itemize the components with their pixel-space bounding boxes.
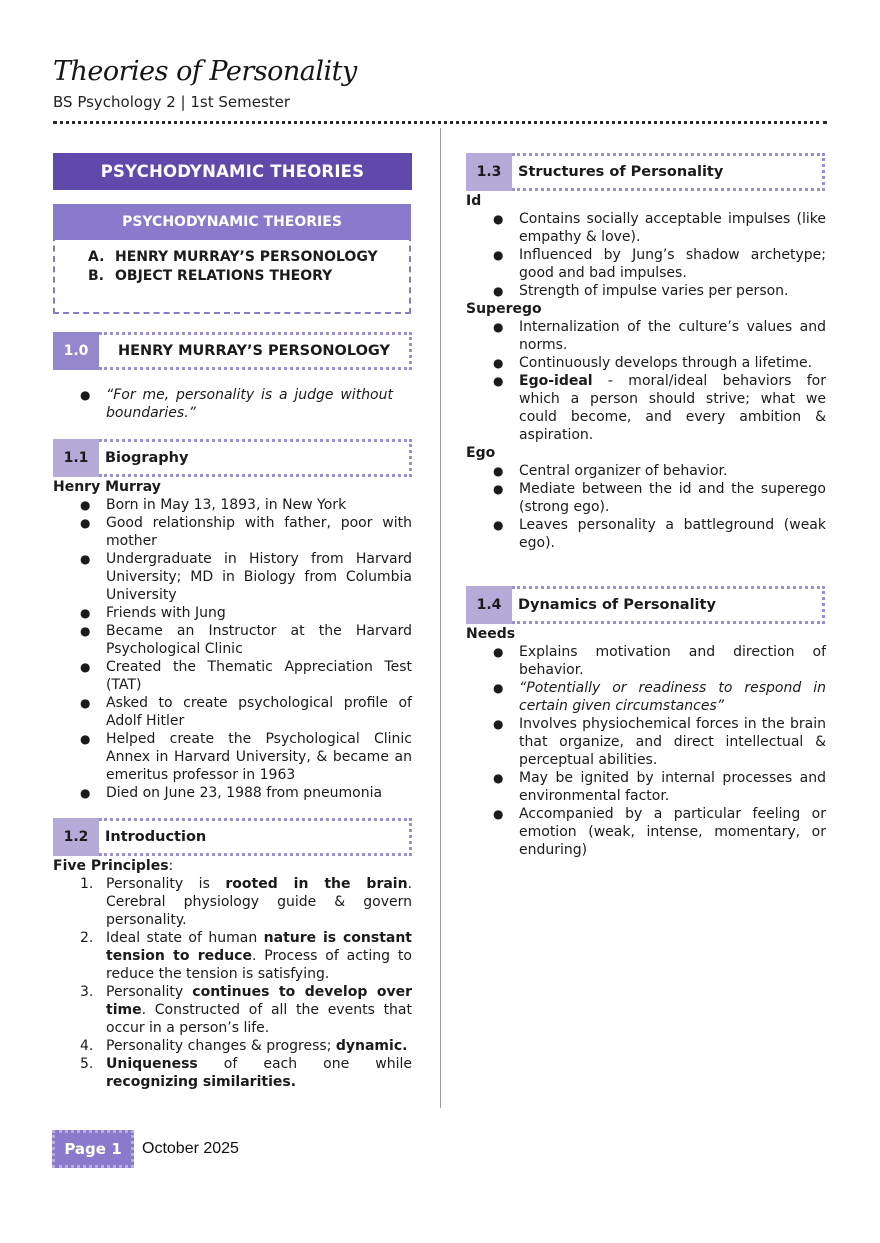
section-title: Dynamics of Personality bbox=[512, 586, 825, 624]
list-item: ● Undergraduate in History from Harvard University; MD in Biology from Columbia University bbox=[53, 550, 412, 604]
list-item: 4. Personality changes & progress; dynamic. bbox=[80, 1038, 408, 1054]
list-item: ● Friends with Jung bbox=[53, 604, 412, 622]
list-item: 1. Personality is rooted in the brain. Cerebral physiology guide & govern personality. bbox=[80, 876, 413, 928]
list-item: ● Good relationship with father, poor with mother bbox=[53, 514, 412, 550]
id-subhead: Id bbox=[466, 193, 482, 209]
principles-subhead: Five Principles bbox=[53, 858, 169, 874]
toc-heading: PSYCHODYNAMIC THEORIES bbox=[53, 204, 411, 240]
section-number: 1.0 bbox=[53, 332, 99, 370]
column-divider bbox=[440, 128, 441, 1108]
list-item: ● Central organizer of behavior. bbox=[466, 462, 826, 480]
list-item: ● Explains motivation and direction of behavior. bbox=[466, 643, 826, 679]
list-item: ● Contains socially acceptable impulses (like empathy & love). bbox=[466, 210, 826, 246]
footer-date: October 2025 bbox=[142, 1140, 239, 1157]
section-number: 1.3 bbox=[466, 153, 512, 191]
document-title: Theories of Personality bbox=[53, 56, 357, 87]
biography-subhead: Henry Murray bbox=[53, 479, 161, 495]
list-item: 5. Uniqueness of each one while recognizing similarities. bbox=[80, 1056, 412, 1090]
list-item: ● Born in May 13, 1893, in New York bbox=[53, 496, 412, 514]
list-item: ● Internalization of the culture’s values and norms. bbox=[466, 318, 826, 354]
section-1-2-header bbox=[53, 818, 412, 856]
list-item: ● Became an Instructor at the Harvard Psychological Clinic bbox=[53, 622, 412, 658]
toc-item: A. HENRY MURRAY’S PERSONOLOGY bbox=[88, 249, 378, 265]
list-item: ● Died on June 23, 1988 from pneumonia bbox=[53, 784, 412, 802]
page-number-badge: Page 1 bbox=[52, 1130, 134, 1168]
list-item: ● Leaves personality a battleground (weak ego). bbox=[466, 516, 826, 552]
list-item: ● Asked to create psychological profile of Adolf Hitler bbox=[53, 694, 412, 730]
list-item: ● Helped create the Psychological Clinic Annex in Harvard University, & became an emeritus professor in 1963 bbox=[53, 730, 412, 784]
section-title: Biography bbox=[99, 439, 412, 477]
dynamics-block bbox=[466, 625, 826, 859]
needs-subhead: Needs bbox=[466, 626, 516, 642]
section-1-1-header bbox=[53, 439, 412, 477]
page-footer bbox=[52, 1130, 239, 1168]
list-item: 2. Ideal state of human nature is constant tension to reduce. Process of acting to reduce the tension is satisfying. bbox=[80, 930, 412, 982]
structures-block bbox=[466, 192, 826, 552]
list-item: ● Mediate between the id and the superego (strong ego). bbox=[466, 480, 826, 516]
murray-quote: ● “For me, personality is a judge without boundaries.” bbox=[53, 386, 393, 422]
list-item: ● Influenced by Jung’s shadow archetype; good and bad impulses. bbox=[466, 246, 826, 282]
list-item: ● Continuously develops through a lifetime. bbox=[466, 354, 826, 372]
main-banner: PSYCHODYNAMIC THEORIES bbox=[53, 153, 412, 190]
ego-subhead: Ego bbox=[466, 445, 496, 461]
header-divider bbox=[53, 121, 827, 124]
list-item: 3. Personality continues to develop over time. Constructed of all the events that occur in a person’s life. bbox=[80, 984, 412, 1036]
toc-box bbox=[53, 204, 411, 314]
section-number: 1.2 bbox=[53, 818, 99, 856]
murray-quote-block bbox=[53, 386, 393, 422]
section-number: 1.1 bbox=[53, 439, 99, 477]
document-header bbox=[53, 56, 827, 111]
section-title: HENRY MURRAY’S PERSONOLOGY bbox=[99, 332, 412, 370]
section-title: Introduction bbox=[99, 818, 412, 856]
section-1-0-header bbox=[53, 332, 412, 370]
list-item: ● Strength of impulse varies per person. bbox=[466, 282, 826, 300]
toc-item: B. OBJECT RELATIONS THEORY bbox=[88, 268, 333, 284]
section-number: 1.4 bbox=[466, 586, 512, 624]
list-item: ● May be ignited by internal processes and environmental factor. bbox=[466, 769, 826, 805]
section-title: Structures of Personality bbox=[512, 153, 825, 191]
section-1-4-header bbox=[466, 586, 825, 624]
section-1-3-header bbox=[466, 153, 825, 191]
list-item: ● Involves physiochemical forces in the brain that organize, and direct intellectual & perceptual abilities. bbox=[466, 715, 826, 769]
introduction-block: Five Principles: 1. Personality is rooted in the brain. Cerebral physiology guide & govern personality. 2. Ideal state of human nature is constant tension to reduce. Process of acting to reduce the tension is satisfying. 3. Personality continues to develop over time. Constructed of all the events that occur in a person’s life. 4. Personality changes & progress; dynamic. 5. Uniqueness of each one while recognizing similarities. bbox=[53, 858, 413, 1090]
list-item: ● Created the Thematic Appreciation Test (TAT) bbox=[53, 658, 412, 694]
list-item: ● Ego-ideal - moral/ideal behaviors for which a person should strive; what we could become, and every ambition & aspiration. bbox=[466, 372, 826, 444]
list-item: ● Accompanied by a particular feeling or emotion (weak, intense, momentary, or enduring) bbox=[466, 805, 826, 859]
document-subtitle: BS Psychology 2 | 1st Semester bbox=[53, 93, 291, 111]
list-item: ● “Potentially or readiness to respond in certain given circumstances” bbox=[466, 679, 826, 715]
biography-block bbox=[53, 478, 412, 802]
superego-subhead: Superego bbox=[466, 301, 542, 317]
